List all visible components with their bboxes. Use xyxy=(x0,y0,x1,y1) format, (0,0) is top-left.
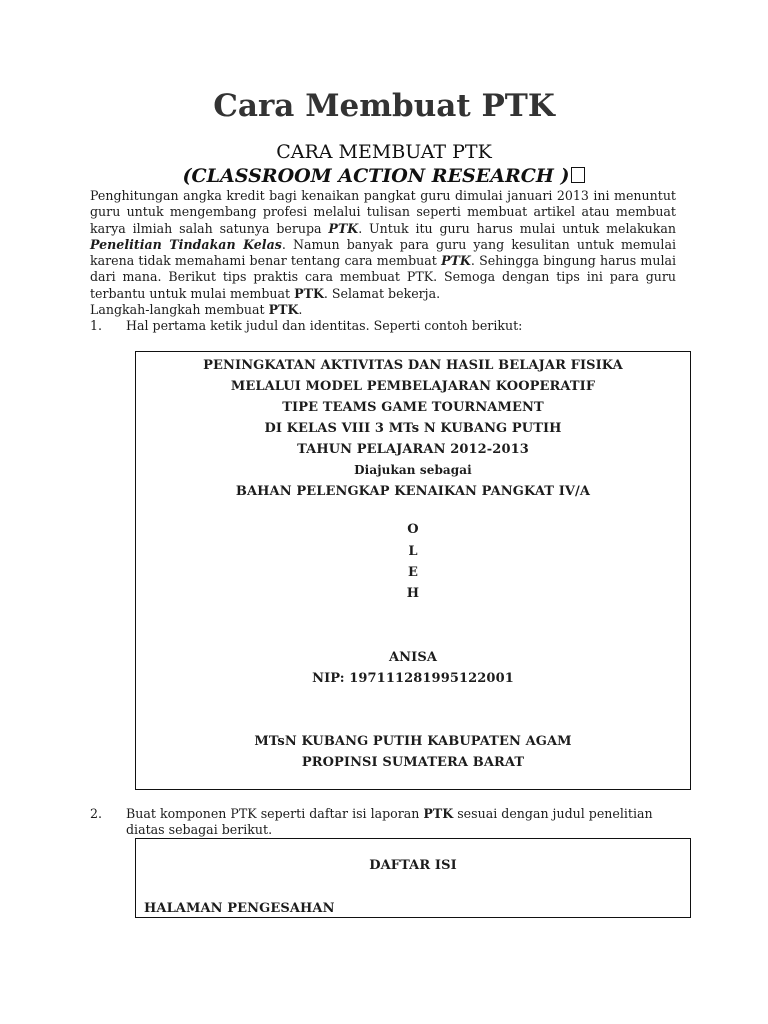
table-of-contents-box xyxy=(135,838,691,918)
province-name: PROPINSI SUMATERA BARAT xyxy=(301,755,525,770)
subheading-text: (CLASSROOM ACTION RESEARCH ) xyxy=(182,165,570,187)
author-nip: NIP: 197111281995122001 xyxy=(312,671,514,686)
box-line: PENINGKATAN AKTIVITAS DAN HASIL BELAJAR FISIKA xyxy=(203,358,623,373)
step2-text: sesuai dengan judul penelitian diatas sebagai berikut. xyxy=(126,806,653,838)
list-row xyxy=(90,806,680,839)
ptk-emphasis: PTK xyxy=(328,220,359,236)
list-number: 2. xyxy=(90,806,103,821)
box-line: BAHAN PELENGKAP KENAIKAN PANGKAT IV/A xyxy=(235,484,591,499)
toc-title: DAFTAR ISI xyxy=(369,858,457,873)
box-letter: E xyxy=(407,565,418,580)
ptk-bold: PTK xyxy=(423,806,454,821)
steps-intro xyxy=(90,302,676,318)
ptk-emphasis: PTK xyxy=(441,253,471,269)
section-subheading xyxy=(0,165,768,187)
list-item xyxy=(90,806,680,839)
intro-text: . Selamat bekerja. xyxy=(323,285,441,301)
box-letter: H xyxy=(406,586,420,601)
box-line: TAHUN PELAJARAN 2012-2013 xyxy=(297,442,529,457)
list-number: 1. xyxy=(90,318,103,334)
steps-text: Langkah-langkah membuat xyxy=(90,302,269,318)
box-letter: O xyxy=(407,522,419,537)
section-heading: CARA MEMBUAT PTK xyxy=(276,141,492,163)
list-text: Hal pertama ketik judul dan identitas. Seperti contoh berikut: xyxy=(126,318,523,334)
intro-paragraph xyxy=(90,188,676,302)
intro-text: . Sehingga bingung harus mulai dari mana. Berikut tips praktis cara membuat PTK. Semoga dengan tips ini para guru terbantu untuk mulai membuat xyxy=(90,253,677,301)
step2-text: Buat komponen PTK seperti daftar isi laporan xyxy=(126,806,424,821)
box-letter: L xyxy=(408,544,418,559)
school-name: MTsN KUBANG PUTIH KABUPATEN AGAM xyxy=(254,734,572,749)
checkbox-glyph-icon xyxy=(571,167,585,183)
title-page-box xyxy=(135,351,691,790)
box-line: TIPE TEAMS GAME TOURNAMENT xyxy=(282,400,544,415)
list-text xyxy=(126,806,680,839)
box-line: Diajukan sebagai xyxy=(354,463,472,477)
ptk-bold: PTK xyxy=(294,285,324,301)
box-line: DI KELAS VIII 3 MTs N KUBANG PUTIH xyxy=(264,421,562,436)
document-title: Cara Membuat PTK xyxy=(213,88,555,124)
ptk-full-emphasis: Penelitian Tindakan Kelas xyxy=(90,236,282,252)
toc-item: HALAMAN PENGESAHAN xyxy=(144,901,335,916)
document-body xyxy=(90,188,676,335)
box-line: MELALUI MODEL PEMBELAJARAN KOOPERATIF xyxy=(230,379,596,394)
intro-text: . Untuk itu guru harus mulai untuk melakukan xyxy=(358,220,676,236)
author-name: ANISA xyxy=(388,650,438,665)
list-item xyxy=(90,318,676,334)
intro-text: Penghitungan angka kredit bagi kenaikan pangkat guru dimulai januari 2013 ini menuntut guru untuk mengembang profesi melalui tulisan seperti membuat artikel atau membuat karya ilmiah salah satunya berupa xyxy=(90,188,676,236)
steps-text: . xyxy=(298,302,303,318)
ptk-bold: PTK xyxy=(268,302,299,318)
intro-text: . Namun banyak para guru yang kesulitan untuk memulai karena tidak memahami benar tentang cara membuat xyxy=(90,236,676,269)
